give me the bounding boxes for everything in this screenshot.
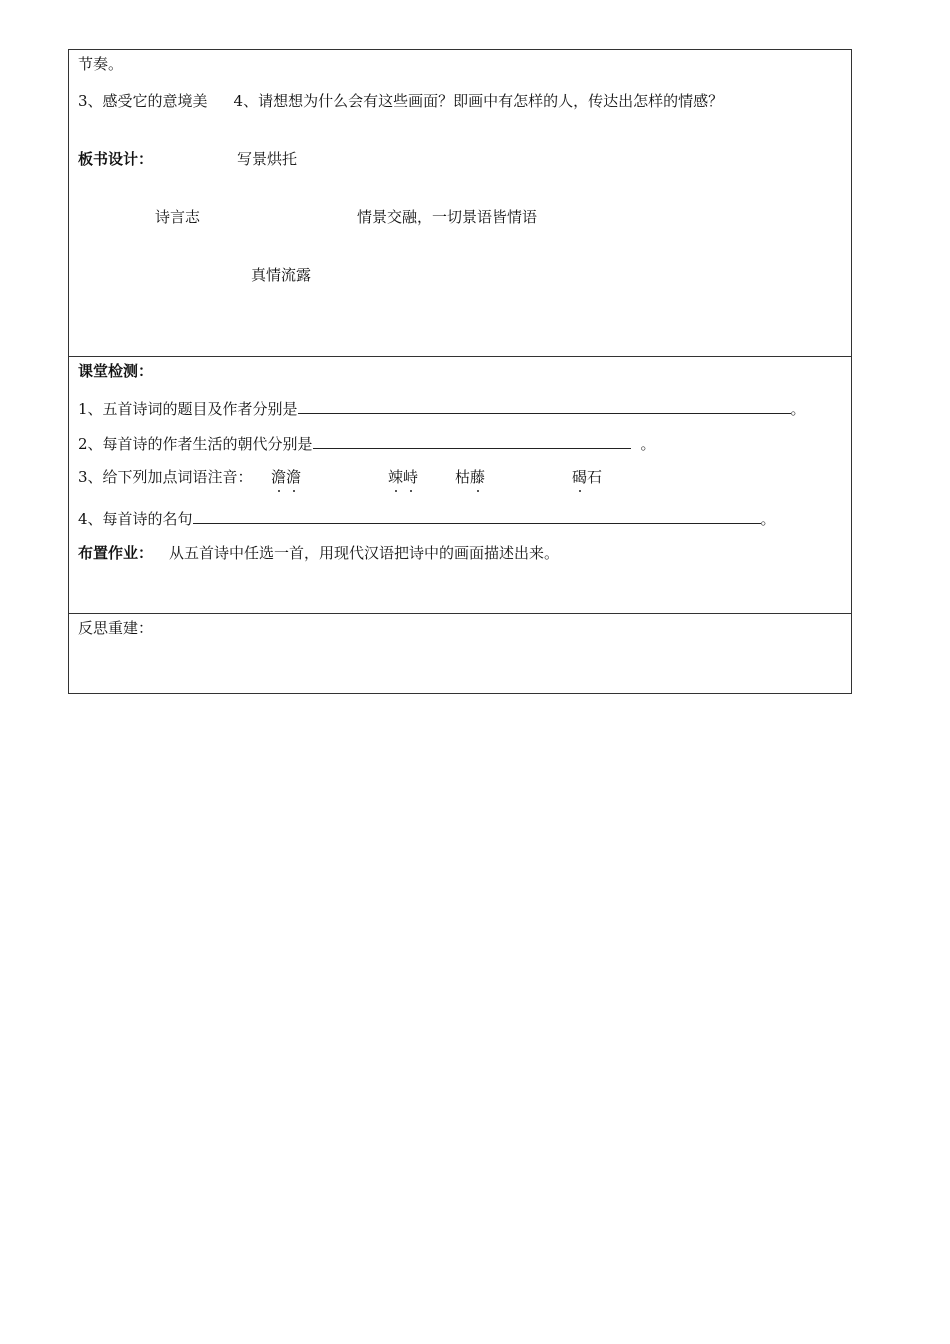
word-kuteng	[455, 468, 485, 486]
homework-label: 布置作业：	[78, 544, 154, 562]
dotted-char: 澹	[286, 468, 302, 486]
question-3-label: 3、给下列加点词语注音：	[78, 468, 253, 486]
section-title: 反思重建：	[78, 619, 154, 637]
answer-blank[interactable]	[313, 434, 631, 449]
question-4	[78, 509, 776, 528]
period: 。	[790, 400, 806, 418]
period: 。	[760, 510, 776, 528]
teaching-section	[68, 49, 852, 357]
board-right: 情景交融，一切景语皆情语	[357, 208, 538, 226]
board-design-label: 板书设计：	[78, 150, 154, 168]
item-4: 4、请想想为什么会有这些画面？即画中有怎样的人，传达出怎样的情感？	[233, 92, 724, 110]
question-1	[78, 399, 806, 418]
dotted-char: 藤	[470, 468, 486, 486]
plain-char: 枯	[455, 468, 471, 486]
question-text: 1、五首诗词的题目及作者分别是	[78, 400, 298, 418]
item-3: 3、感受它的意境美	[78, 92, 208, 110]
dotted-char: 竦	[388, 468, 404, 486]
section-title: 课堂检测：	[78, 362, 154, 380]
word-songzhi	[388, 468, 418, 486]
question-text: 2、每首诗的作者生活的朝代分别是	[78, 435, 313, 453]
homework	[78, 544, 559, 562]
dotted-char: 碣	[572, 468, 588, 486]
text-line	[78, 92, 723, 110]
question-text: 4、每首诗的名句	[78, 510, 193, 528]
board-left: 诗言志	[155, 208, 201, 226]
answer-blank[interactable]	[193, 509, 761, 524]
answer-blank[interactable]	[298, 399, 791, 414]
board-top: 写景烘托	[237, 150, 298, 168]
period: 。	[640, 435, 656, 453]
dotted-char: 峙	[403, 468, 419, 486]
question-2	[78, 434, 656, 453]
word-dandan	[271, 468, 301, 486]
word-jieshi	[572, 468, 602, 486]
text-line: 节奏。	[78, 55, 124, 73]
class-test-section	[68, 356, 852, 614]
plain-char: 石	[587, 468, 603, 486]
reflection-section	[68, 613, 852, 694]
homework-text: 从五首诗中任选一首，用现代汉语把诗中的画面描述出来。	[169, 544, 560, 562]
board-bottom: 真情流露	[251, 266, 312, 284]
dotted-char: 澹	[271, 468, 287, 486]
